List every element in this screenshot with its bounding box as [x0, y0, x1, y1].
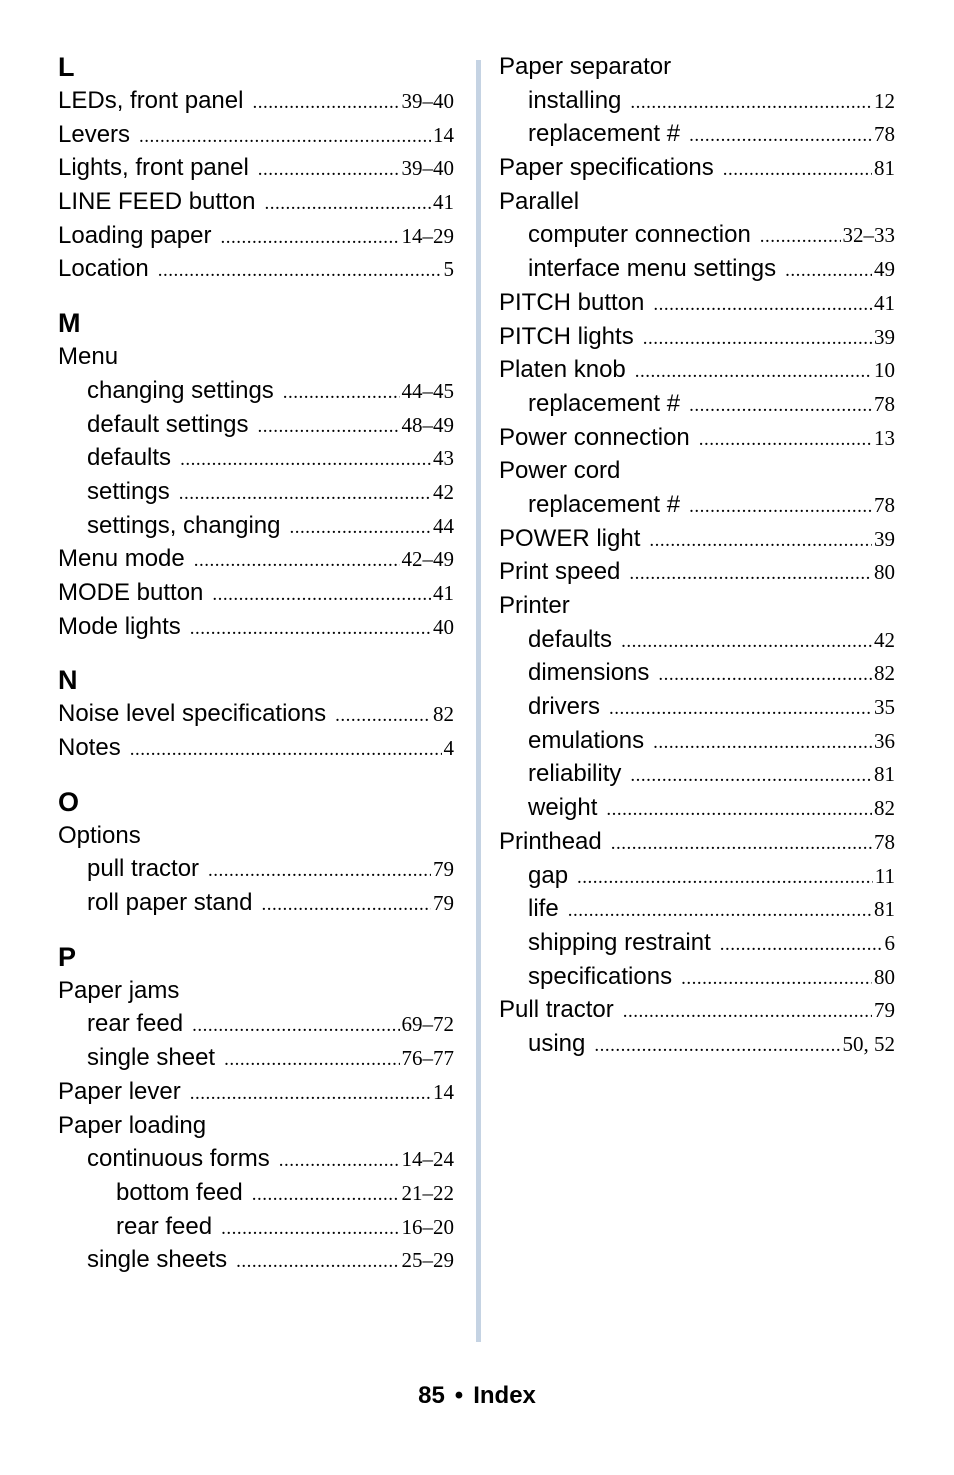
index-term: POWER light — [499, 524, 641, 552]
index-subentry — [499, 926, 895, 960]
index-term: Loading paper — [58, 221, 212, 249]
page-reference: 42 — [433, 479, 454, 504]
index-term: drivers — [528, 693, 601, 721]
page-reference: 21–22 — [401, 1180, 454, 1205]
index-subentry — [499, 488, 895, 522]
dot-leader — [224, 1043, 399, 1077]
page-reference: 25–29 — [401, 1248, 454, 1273]
page-reference: 14 — [433, 122, 454, 147]
index-subentry — [58, 475, 454, 509]
page-reference: 43 — [433, 446, 454, 471]
index-subentry — [58, 408, 454, 442]
index-entry — [499, 286, 895, 320]
page-reference: 82 — [874, 661, 895, 686]
page-reference: 44 — [433, 513, 454, 538]
index-term: Printer — [499, 592, 570, 619]
index-term: Paper loading — [58, 1111, 207, 1139]
section-letter: L — [58, 52, 75, 82]
page-reference: 40 — [433, 614, 454, 639]
index-entry — [58, 340, 454, 374]
index-term: Paper jams — [58, 976, 180, 1004]
page-footer — [0, 1380, 954, 1412]
index-term: specifications — [528, 962, 673, 990]
index-term: replacement # — [528, 490, 681, 518]
index-subentry — [499, 892, 895, 926]
index-subentry — [58, 1243, 454, 1277]
dot-leader — [681, 962, 872, 996]
index-subentry — [499, 1027, 895, 1061]
index-term: Notes — [58, 734, 121, 761]
index-term: single sheets — [87, 1246, 228, 1274]
page-reference: 78 — [874, 391, 895, 416]
dot-leader — [594, 1029, 840, 1063]
index-entry — [499, 185, 895, 219]
page-reference: 39–40 — [401, 156, 454, 181]
index-term: replacement # — [528, 120, 681, 148]
index-term: PITCH lights — [499, 322, 634, 350]
page-reference: 39–40 — [401, 89, 454, 113]
page-reference: 79 — [433, 891, 454, 916]
index-term: Levers — [58, 120, 131, 148]
page-reference: 39 — [874, 526, 895, 551]
index-subentry — [499, 757, 895, 791]
index-term: installing — [528, 86, 622, 114]
index-term: Printhead — [499, 827, 602, 855]
dot-leader — [629, 557, 872, 591]
page-reference: 14–29 — [401, 223, 454, 248]
dot-leader — [190, 1077, 431, 1111]
index-subentry — [499, 252, 895, 286]
index-term: Menu mode — [58, 545, 185, 573]
index-entry — [499, 454, 895, 488]
dot-leader — [212, 578, 431, 612]
dot-leader — [335, 699, 431, 733]
page-reference: 5 — [443, 257, 454, 282]
dot-leader — [139, 120, 431, 154]
page-reference: 81 — [874, 156, 895, 181]
dot-leader — [689, 490, 872, 524]
index-entry — [499, 589, 895, 623]
page-reference: 14 — [433, 1079, 454, 1104]
index-term: Lights, front panel — [58, 154, 249, 182]
page-reference: 41 — [433, 190, 454, 215]
dot-leader — [609, 692, 872, 726]
dot-leader — [289, 511, 431, 545]
index-entry — [499, 151, 895, 185]
index-entry — [58, 974, 454, 1008]
dot-leader — [689, 389, 872, 423]
index-term: Pull tractor — [499, 996, 614, 1024]
page-reference: 49 — [874, 257, 895, 282]
index-term: Power connection — [499, 423, 690, 451]
page-reference: 39 — [874, 324, 895, 349]
page-reference: 48–49 — [401, 412, 454, 437]
index-term: computer connection — [528, 221, 751, 249]
dot-leader — [279, 1144, 400, 1178]
page-reference: 69–72 — [401, 1012, 454, 1037]
index-entry — [499, 522, 895, 556]
index-term: Options — [58, 821, 141, 849]
index-term: roll paper stand — [87, 889, 253, 917]
index-subentry — [58, 509, 454, 543]
index-term: Mode lights — [58, 612, 181, 640]
index-term: single sheet — [87, 1044, 216, 1072]
page-reference: 41 — [433, 580, 454, 605]
index-entry — [58, 252, 454, 286]
page-reference: 79 — [433, 857, 454, 882]
page-reference: 13 — [874, 425, 895, 450]
index-entry — [58, 151, 454, 185]
index-subentry — [499, 960, 895, 994]
index-entry — [499, 825, 895, 859]
dot-leader — [611, 827, 872, 861]
index-entry — [58, 219, 454, 253]
dot-leader — [699, 423, 872, 457]
index-term: continuous forms — [87, 1145, 270, 1173]
index-term: LINE FEED button — [58, 188, 256, 216]
page-reference: 42–49 — [401, 547, 454, 572]
index-entry — [58, 610, 454, 644]
index-column-right — [499, 50, 895, 1061]
index-term: reliability — [528, 760, 622, 788]
index-subentry — [499, 387, 895, 421]
index-subentry — [58, 1176, 454, 1210]
index-term: Paper separator — [499, 53, 672, 80]
dot-leader — [264, 187, 431, 221]
index-term: changing settings — [87, 376, 274, 404]
page-reference: 42 — [874, 627, 895, 652]
index-subentry — [499, 690, 895, 724]
dot-leader — [283, 376, 400, 410]
index-subentry — [499, 84, 895, 118]
index-subentry — [58, 1210, 454, 1244]
page-reference: 10 — [874, 358, 895, 383]
index-subentry — [58, 441, 454, 475]
index-entry — [499, 320, 895, 354]
page-reference: 41 — [874, 290, 895, 315]
index-term: rear feed — [87, 1010, 184, 1038]
index-term: defaults — [528, 625, 613, 653]
index-subentry — [499, 724, 895, 758]
page-reference: 80 — [874, 964, 895, 989]
page-reference: 16–20 — [401, 1214, 454, 1239]
index-subentry — [58, 886, 454, 920]
index-term: default settings — [87, 410, 249, 438]
index-subentry — [499, 623, 895, 657]
index-term: Paper lever — [58, 1077, 181, 1105]
dot-leader — [630, 759, 872, 793]
dot-leader — [635, 355, 872, 389]
dot-leader — [643, 322, 872, 356]
index-term: life — [528, 895, 559, 923]
section-letter: P — [58, 941, 77, 972]
dot-leader — [261, 888, 431, 922]
index-entry — [58, 697, 454, 731]
page-reference: 14–24 — [401, 1147, 454, 1172]
footer-separator: • — [454, 1382, 464, 1409]
page-reference: 78 — [874, 829, 895, 854]
dot-leader — [623, 995, 872, 1029]
page-reference: 12 — [874, 88, 895, 113]
index-term: Menu — [58, 343, 119, 371]
index-subentry — [58, 374, 454, 408]
index-subentry — [499, 859, 895, 893]
index-entry — [58, 542, 454, 576]
index-column-left — [58, 50, 454, 1277]
index-subentry — [58, 1041, 454, 1075]
index-subentry — [499, 656, 895, 690]
dot-leader — [180, 443, 431, 477]
index-term: LEDs, front panel — [58, 87, 244, 114]
index-entry — [499, 50, 895, 84]
page-reference: 11 — [874, 863, 895, 888]
page-reference: 81 — [874, 762, 895, 787]
index-term: dimensions — [528, 659, 650, 687]
page-reference: 35 — [874, 695, 895, 720]
page-reference: 78 — [874, 122, 895, 147]
index-term: settings — [87, 477, 170, 505]
index-term: Power cord — [499, 457, 621, 485]
dot-leader — [658, 658, 872, 692]
dot-leader — [179, 477, 431, 511]
index-entry — [58, 731, 454, 765]
dot-leader — [257, 410, 399, 444]
page-reference: 50, 52 — [842, 1031, 895, 1056]
index-entry — [58, 1109, 454, 1143]
index-term: MODE button — [58, 578, 204, 606]
index-subentry — [499, 117, 895, 151]
index-term: shipping restraint — [528, 928, 711, 956]
dot-leader — [653, 726, 872, 760]
dot-leader — [252, 86, 399, 120]
index-entry — [58, 1075, 454, 1109]
index-entry — [58, 118, 454, 152]
dot-leader — [190, 612, 431, 646]
section-name: Index — [473, 1382, 536, 1409]
dot-leader — [208, 854, 431, 888]
dot-leader — [577, 861, 873, 895]
index-subentry — [58, 1007, 454, 1041]
page-reference: 78 — [874, 492, 895, 517]
dot-leader — [158, 254, 442, 288]
dot-leader — [194, 544, 400, 578]
index-entry — [499, 353, 895, 387]
dot-leader — [621, 625, 872, 659]
index-term: Print speed — [499, 558, 621, 586]
dot-leader — [723, 153, 872, 187]
index-term: Platen knob — [499, 356, 626, 384]
index-entry — [58, 84, 454, 118]
index-term: gap — [528, 861, 569, 889]
dot-leader — [653, 288, 872, 322]
page-reference: 81 — [874, 897, 895, 922]
index-term: Location — [58, 255, 149, 283]
dot-leader — [568, 894, 872, 928]
index-term: interface menu settings — [528, 255, 777, 283]
page-reference: 80 — [874, 560, 895, 585]
section-letter: O — [58, 786, 80, 817]
page-reference: 82 — [874, 796, 895, 821]
dot-leader — [606, 793, 872, 827]
index-term: Noise level specifications — [58, 700, 327, 728]
index-entry — [58, 819, 454, 853]
dot-leader — [689, 119, 872, 153]
dot-leader — [258, 153, 400, 187]
page-reference: 82 — [433, 702, 454, 727]
index-term: Parallel — [499, 187, 580, 215]
dot-leader — [649, 524, 872, 558]
page-reference: 76–77 — [401, 1046, 454, 1071]
page-reference: 32–33 — [842, 223, 895, 248]
index-subentry — [58, 1142, 454, 1176]
index-entry — [58, 185, 454, 219]
page-reference: 36 — [874, 728, 895, 753]
index-term: pull tractor — [87, 855, 200, 883]
page-number: 85 — [418, 1382, 445, 1409]
index-term: PITCH button — [499, 288, 645, 316]
page-reference: 6 — [884, 930, 895, 955]
index-term: replacement # — [528, 389, 681, 417]
index-entry — [58, 576, 454, 610]
dot-leader — [720, 928, 883, 962]
index-term: defaults — [87, 444, 172, 472]
column-divider — [476, 60, 481, 1342]
index-entry — [499, 421, 895, 455]
dot-leader — [236, 1245, 399, 1279]
index-entry — [499, 555, 895, 589]
dot-leader — [630, 86, 872, 120]
dot-leader — [130, 733, 442, 767]
dot-leader — [221, 1212, 399, 1246]
index-term: bottom feed — [116, 1178, 243, 1206]
section-letter: N — [58, 665, 78, 696]
dot-leader — [220, 221, 399, 255]
section-letter: M — [58, 308, 81, 339]
index-subentry — [499, 218, 895, 252]
index-term: Paper specifications — [499, 154, 714, 182]
page-reference: 44–45 — [401, 378, 454, 403]
index-term: weight — [528, 794, 598, 822]
dot-leader — [785, 254, 872, 288]
dot-leader — [760, 220, 841, 254]
dot-leader — [192, 1009, 399, 1043]
dot-leader — [252, 1178, 400, 1212]
index-term: using — [528, 1029, 586, 1057]
index-subentry — [58, 852, 454, 886]
index-entry — [499, 993, 895, 1027]
index-term: settings, changing — [87, 511, 281, 539]
index-term: rear feed — [116, 1212, 213, 1240]
index-term: emulations — [528, 726, 645, 754]
index-subentry — [499, 791, 895, 825]
page-reference: 79 — [874, 998, 895, 1023]
page-reference: 4 — [443, 736, 454, 760]
